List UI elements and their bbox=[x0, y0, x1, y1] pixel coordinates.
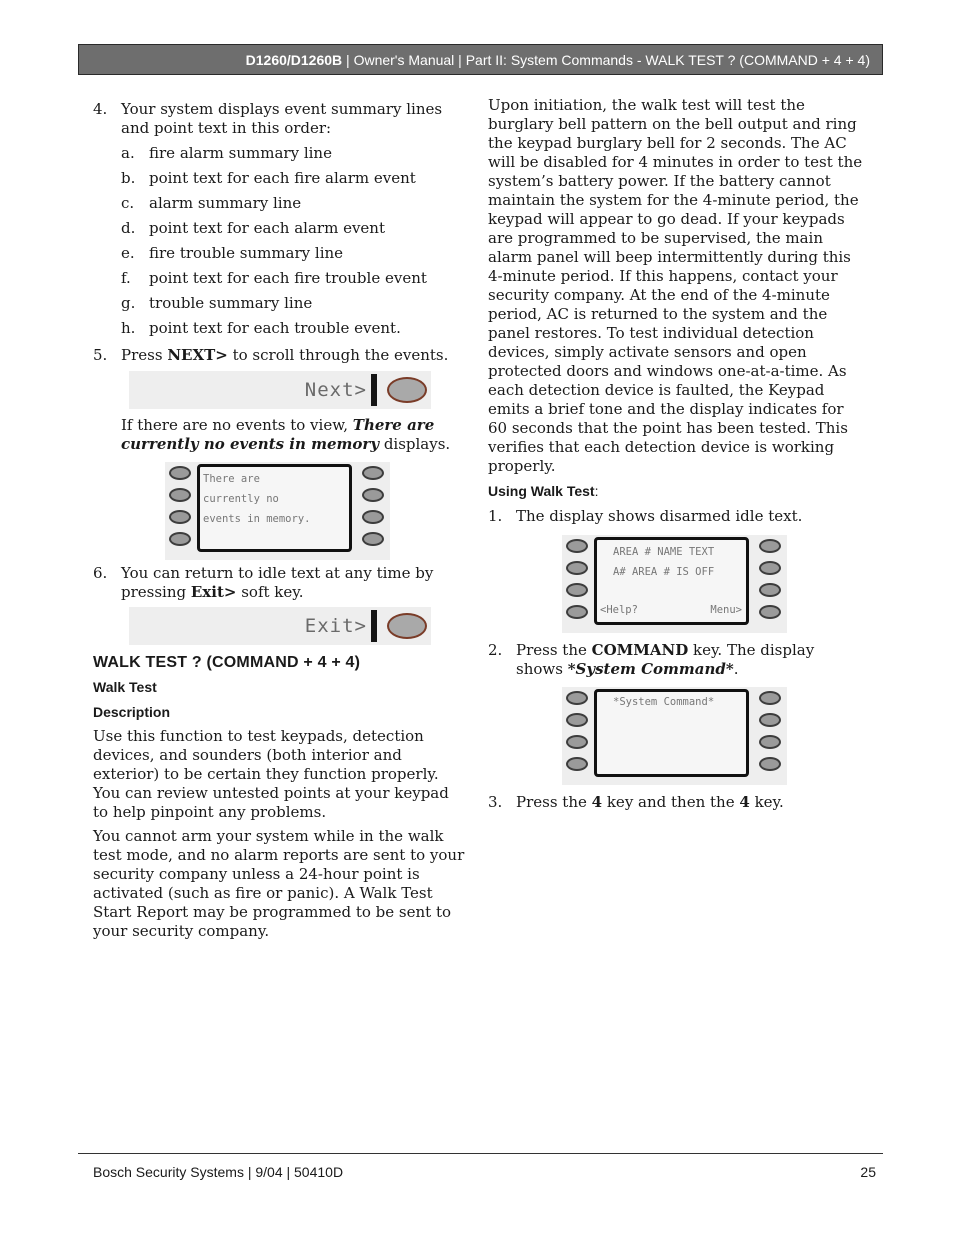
left-column bbox=[93, 96, 465, 941]
sub-text: point text for each fire trouble event bbox=[149, 269, 427, 287]
sub-letter: h. bbox=[121, 319, 136, 337]
keypad-button-icon bbox=[759, 691, 781, 705]
keypad-display-system-command bbox=[562, 687, 787, 785]
emphasis-text: There are currently no events in memory bbox=[121, 416, 435, 453]
keypad-button-icon bbox=[566, 735, 588, 749]
sub-text: point text for each trouble event. bbox=[149, 319, 401, 337]
using-walk-test-heading bbox=[488, 482, 863, 501]
screen-help-label: <Help? bbox=[600, 604, 638, 616]
keypad-button-icon bbox=[169, 466, 191, 480]
text-run: Press the bbox=[516, 641, 592, 659]
keypad-button-icon bbox=[566, 757, 588, 771]
sub-item bbox=[121, 244, 465, 263]
step-text bbox=[516, 641, 863, 679]
keypad-button-icon bbox=[362, 488, 384, 502]
keypad-button-icon bbox=[566, 539, 588, 553]
sub-text: fire alarm summary line bbox=[149, 144, 332, 162]
item-number: 4. bbox=[93, 100, 108, 118]
key-name: 4 bbox=[591, 793, 603, 811]
softkey-bar bbox=[371, 610, 377, 642]
key-name: 4 bbox=[739, 793, 750, 811]
emphasis-text: *System Command* bbox=[567, 660, 734, 678]
screen-line: events in memory. bbox=[203, 513, 311, 525]
sub-text: point text for each alarm event bbox=[149, 219, 385, 237]
keypad-button-icon bbox=[362, 510, 384, 524]
keypad-button-icon bbox=[169, 510, 191, 524]
sub-item bbox=[121, 319, 465, 338]
item-text bbox=[121, 564, 465, 602]
screen-softkey-row bbox=[600, 600, 742, 620]
walk-test-mode-paragraph: You cannot arm your system while in the walk test mode, and no alarm reports are sent to your security company unless a 24-hour point is activated (such as fire or panic). A Walk Test Start Report may be programmed to be sent to your security company. bbox=[93, 827, 465, 940]
walk-test-paragraph: Upon initiation, the walk test will test the burglary bell pattern on the bell output and ring the keypad burglary bell for 2 seconds. The AC will be disabled for 4 minutes in order to test the system’s battery power. If the battery cannot maintain the system for the 4-minute period, the keypad will appear to go dead. If your keypads are programmed to be supervised, the main alarm panel will beep intermittently during this 4-minute period. If this happens, contact your security company. At the end of the 4-minute period, AC is returned to the system and the panel restores. To test individual detection devices, simply activate sensors and open protected doors and windows one-at-a-time. As each detection device is faulted, the Keypad emits a brief tone and the display indicates for 60 seconds that the point has been tested. This verifies that each detection device is working properly. bbox=[488, 96, 863, 475]
item-number: 6. bbox=[93, 564, 108, 582]
footer-publisher: Bosch Security Systems | 9/04 | 50410D bbox=[93, 1164, 344, 1180]
screen-line: currently no bbox=[203, 493, 279, 505]
keypad-button-icon bbox=[169, 488, 191, 502]
keypad-button-icon bbox=[759, 735, 781, 749]
keypad-button-icon bbox=[759, 757, 781, 771]
right-column bbox=[488, 96, 863, 812]
item-text bbox=[121, 346, 448, 365]
list-item-6 bbox=[93, 564, 465, 602]
text-run: key. bbox=[749, 793, 784, 811]
description-paragraph: Use this function to test keypads, detection devices, and sounders (both interior and exterior) to be certain they function properly. You can review untested points at your keypad to help pinpoint any problems. bbox=[93, 727, 449, 821]
text-run: If there are no events to view, bbox=[121, 416, 353, 434]
text-run: soft key. bbox=[236, 583, 304, 601]
heading-text: Using Walk Test bbox=[488, 483, 595, 499]
text-run: key and then the bbox=[602, 793, 740, 811]
softkey-bar bbox=[371, 374, 377, 406]
keypad-display-idle bbox=[562, 535, 787, 633]
text-run: key. The display shows bbox=[516, 641, 815, 678]
header-title: | Owner's Manual | Part II: System Commands - WALK TEST ? (COMMAND + 4 + 4) bbox=[342, 51, 870, 68]
keypad-button-icon bbox=[362, 466, 384, 480]
sub-item bbox=[121, 194, 465, 213]
keypad-button-icon bbox=[759, 539, 781, 553]
key-name: Exit> bbox=[190, 583, 237, 601]
sub-text: alarm summary line bbox=[149, 194, 302, 212]
keypad-button-icon bbox=[169, 532, 191, 546]
next-softkey-label: Next> bbox=[304, 378, 367, 401]
key-name: COMMAND bbox=[591, 641, 689, 659]
sub-letter: e. bbox=[121, 244, 135, 262]
item-text: Your system displays event summary lines and point text in this order: bbox=[121, 100, 443, 137]
screen-line: *System Command* bbox=[613, 696, 715, 708]
keypad-button-icon bbox=[566, 691, 588, 705]
sub-text: fire trouble summary line bbox=[149, 244, 344, 262]
heading-colon: : bbox=[594, 483, 599, 499]
text-run: You can return to idle text at any time by pressing bbox=[121, 564, 434, 601]
step-text: The display shows disarmed idle text. bbox=[516, 507, 803, 525]
text-run: . bbox=[733, 660, 739, 678]
sub-letter: a. bbox=[121, 144, 135, 162]
step-1 bbox=[488, 507, 863, 526]
sub-letter: g. bbox=[121, 294, 136, 312]
header-model: D1260/D1260B bbox=[245, 51, 343, 68]
softkey-button-icon bbox=[387, 613, 427, 639]
sub-letter: c. bbox=[121, 194, 135, 212]
keypad-button-icon bbox=[759, 713, 781, 727]
sub-text: point text for each fire alarm event bbox=[149, 169, 416, 187]
keypad-button-icon bbox=[362, 532, 384, 546]
keypad-display-no-events bbox=[165, 462, 390, 560]
text-run: displays. bbox=[379, 435, 451, 453]
sub-letter: d. bbox=[121, 219, 136, 237]
keypad-button-icon bbox=[759, 583, 781, 597]
keypad-button-icon bbox=[566, 605, 588, 619]
item-number: 5. bbox=[93, 346, 108, 364]
step-number: 3. bbox=[488, 793, 503, 811]
sub-letter: f. bbox=[121, 269, 131, 287]
footer-divider bbox=[78, 1153, 883, 1154]
no-events-text bbox=[121, 416, 465, 454]
step-text bbox=[516, 793, 784, 812]
keypad-button-icon bbox=[759, 561, 781, 575]
page-number: 25 bbox=[860, 1164, 876, 1180]
sub-item bbox=[121, 294, 465, 313]
subheading-description: Description bbox=[93, 704, 171, 720]
keypad-button-icon bbox=[566, 713, 588, 727]
screen-line: AREA # NAME TEXT bbox=[613, 546, 715, 558]
sub-letter: b. bbox=[121, 169, 136, 187]
key-name: NEXT> bbox=[167, 346, 228, 364]
screen-menu-label: Menu> bbox=[710, 604, 742, 616]
step-2 bbox=[488, 641, 863, 679]
sub-item bbox=[121, 169, 465, 188]
sub-item bbox=[121, 269, 465, 288]
text-run: Press the bbox=[516, 793, 592, 811]
text-run: to scroll through the events. bbox=[227, 346, 449, 364]
step-number: 1. bbox=[488, 507, 503, 525]
sub-item bbox=[121, 219, 465, 238]
keypad-button-icon bbox=[566, 561, 588, 575]
screen-line: There are bbox=[203, 473, 260, 485]
step-3 bbox=[488, 793, 863, 812]
list-item-4 bbox=[93, 100, 465, 138]
keypad-button-icon bbox=[759, 605, 781, 619]
sub-list bbox=[93, 144, 465, 338]
keypad-screen bbox=[594, 537, 749, 625]
page-header bbox=[78, 44, 883, 75]
exit-softkey-image bbox=[129, 607, 431, 645]
subheading-walk-test: Walk Test bbox=[93, 679, 157, 695]
list-item-5 bbox=[93, 346, 465, 365]
step-number: 2. bbox=[488, 641, 503, 659]
keypad-screen bbox=[594, 689, 749, 777]
section-heading: WALK TEST ? (COMMAND + 4 + 4) bbox=[93, 654, 361, 671]
keypad-button-icon bbox=[566, 583, 588, 597]
text-run: Press bbox=[121, 346, 168, 364]
keypad-screen bbox=[197, 464, 352, 552]
exit-softkey-label: Exit> bbox=[304, 614, 367, 637]
sub-text: trouble summary line bbox=[149, 294, 313, 312]
screen-line: A# AREA # IS OFF bbox=[613, 566, 715, 578]
sub-item bbox=[121, 144, 465, 163]
softkey-button-icon bbox=[387, 377, 427, 403]
next-softkey-image bbox=[129, 371, 431, 409]
